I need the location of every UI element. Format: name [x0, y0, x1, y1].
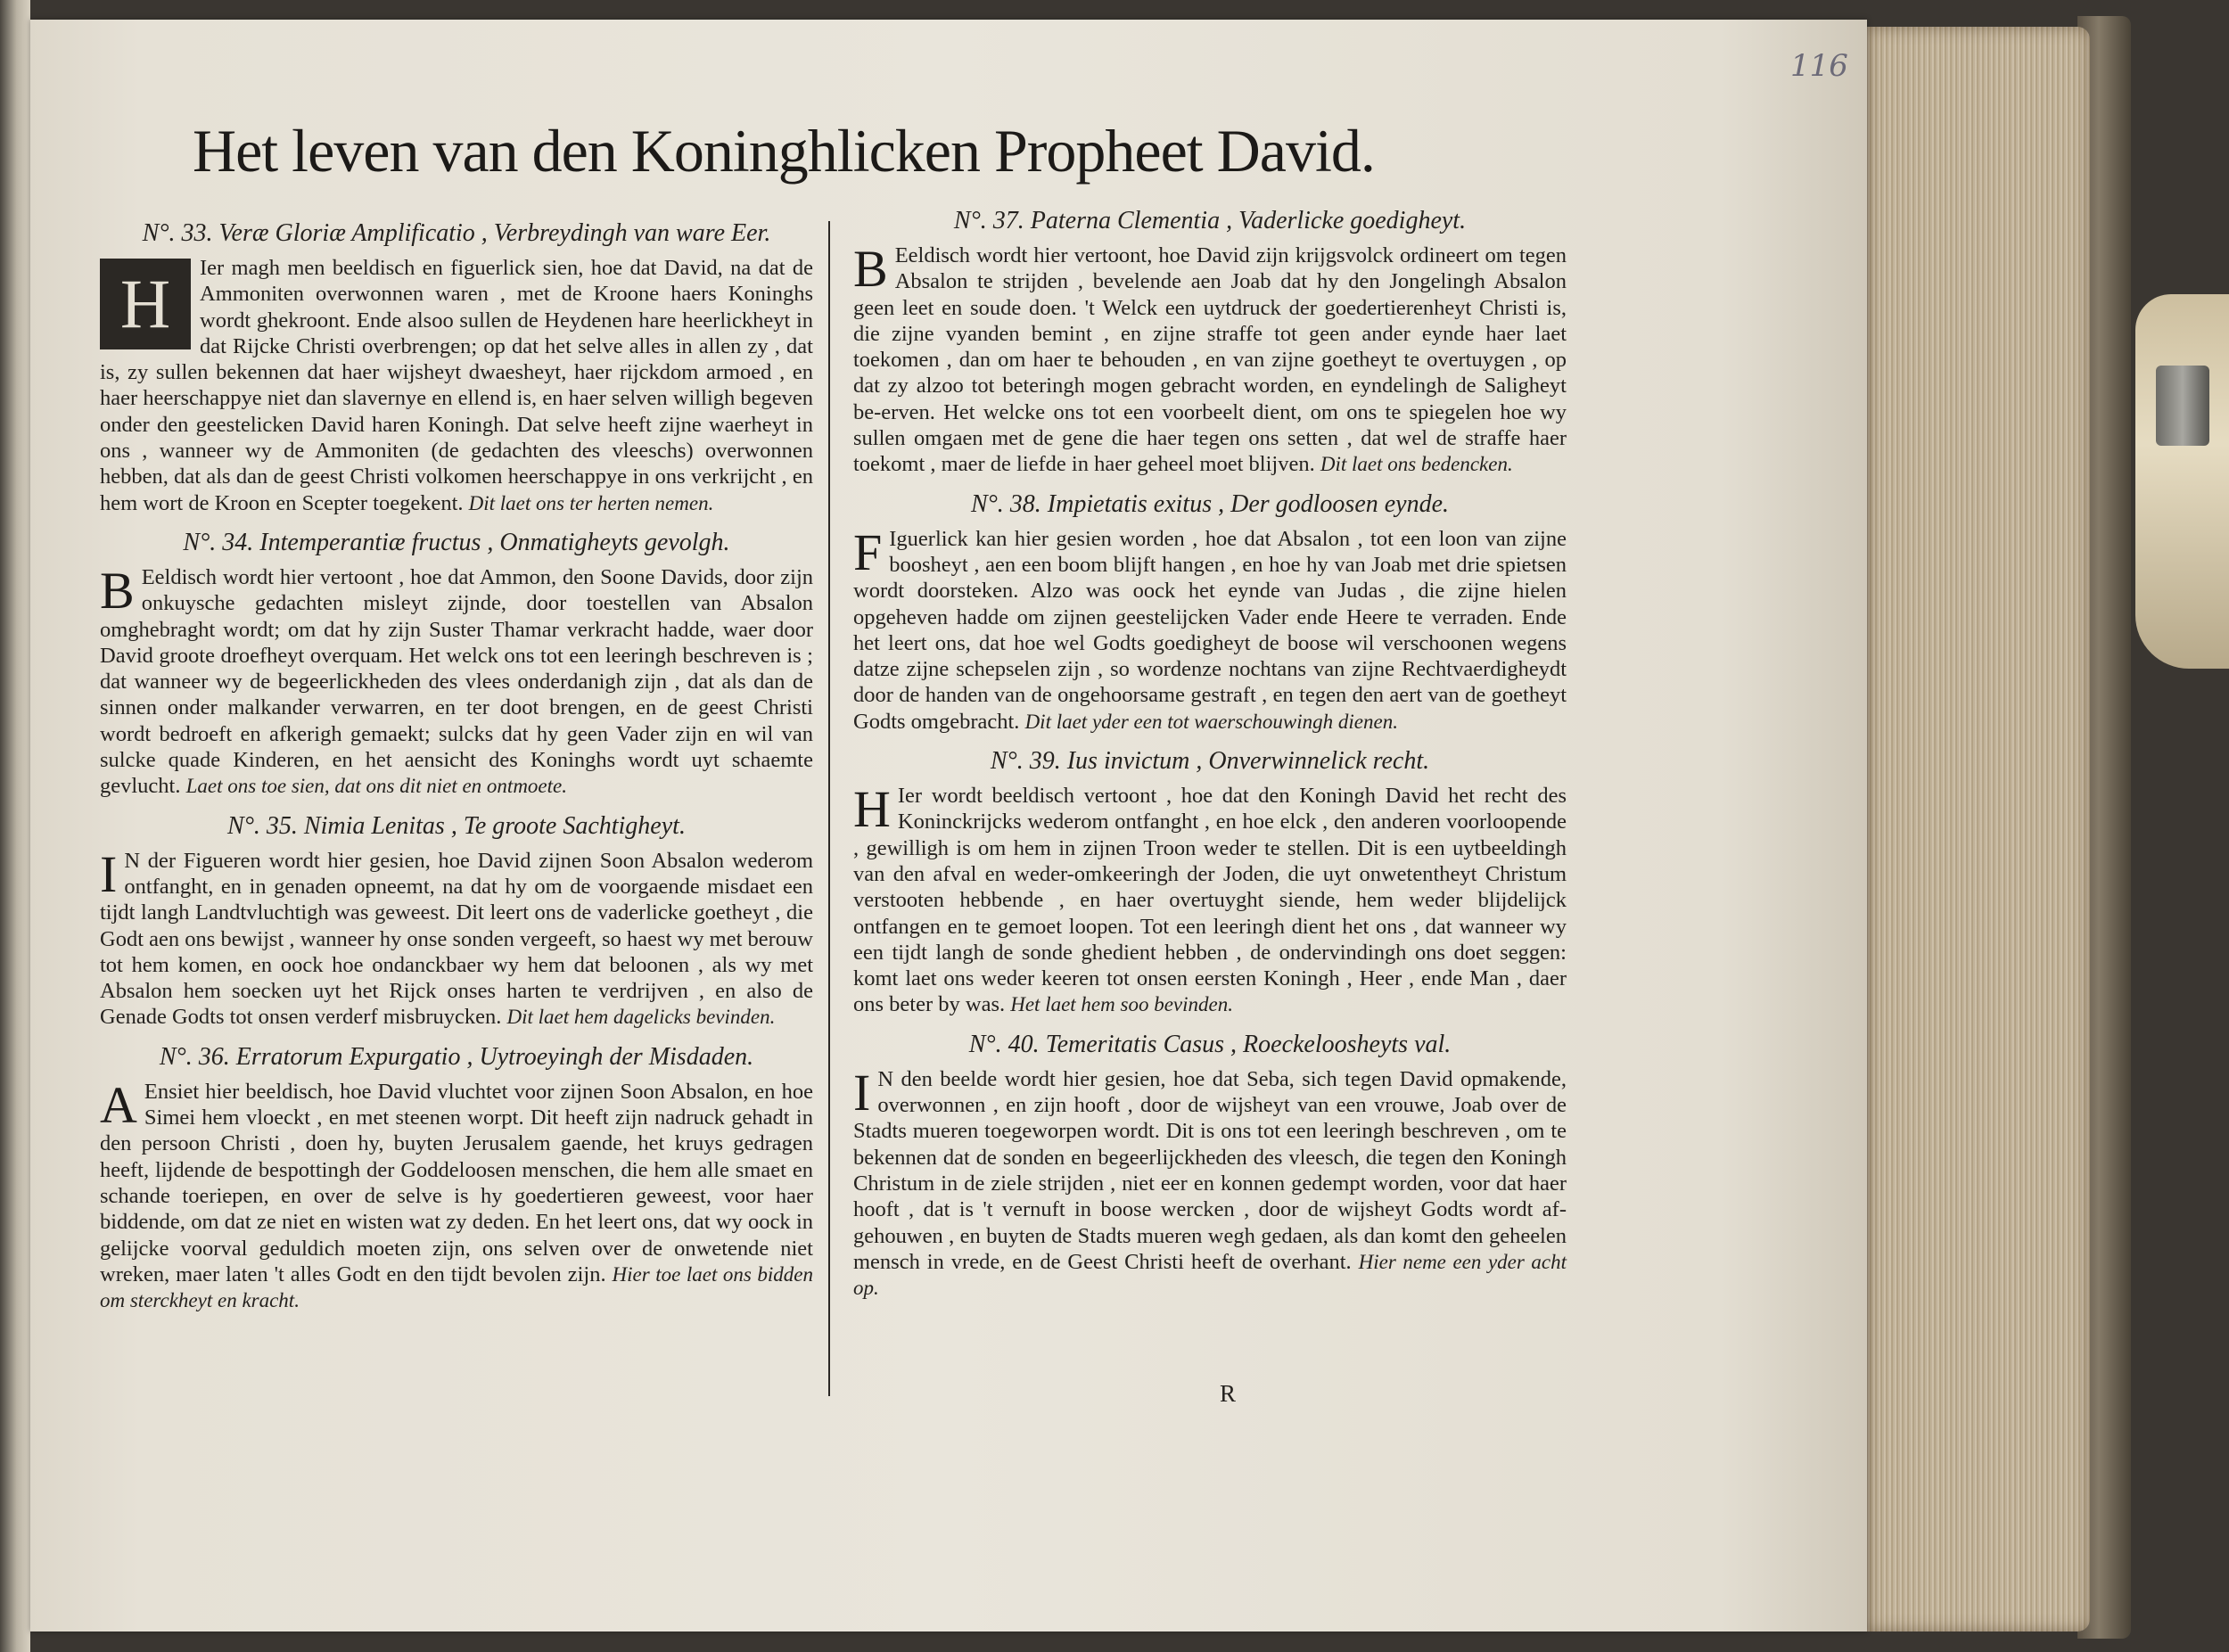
entry-body: N den beelde wordt hier gesien, hoe dat Seba, sich tegen David opmakende, overwonnen , en zijn hooft , door de wijsheyt van een vrouwe, Joab over de Stadts mueren toegeworpen wordt. Dit is ons tot een leeringh beschreven , om te bekennen dat de sonden en begeerlijckheden des vleesch, die tegen den Koningh Christum in de ziele strijden , niet eer en konnen gedempt worden, voor dat haer hooft , dat is 't vernuft in boose wercken , door de wijsheyt Godts wordt af-gehouwen , en buyten de Stadts mueren wegh gedaen, als dan komt den geheelen mensch in vrede, en de Geest Christi heeft de overhant.	[853, 1066, 1567, 1274]
entry-text	[853, 1063, 1567, 1302]
entry-closing: Dit laet ons bedencken.	[1320, 453, 1513, 476]
entry-heading: N°. 36. Erratorum Expurgatio , Uytroeyingh der Misdaden.	[159, 1042, 754, 1071]
column-divider	[828, 221, 830, 1396]
entry-body: Ensiet hier beeldisch, hoe David vluchtet voor zijnen Soon Absalon, en hoe Simei hem vloeckt , en met steenen worpt. Dit heeft zijn nadruck gehadt in den persoon Christi , doen hy, buyten Jerusalem gaende, het kruys gedragen heeft, lijdende de bespottingh der Goddeloosen menschen, die hem alle smaet en schande toeriepen, en over de selve is hy goedertieren geweest, voor haer biddende, om dat ze niet en wisten wat zy deden. En het leert ons, dat wy oock in gelijcke voorval geduldich moeten zijn, ons selven over de onwetende niet wreken, maer laten 't alles Godt en den tijdt bevolen zijn.	[100, 1079, 813, 1286]
entry-body: Eeldisch wordt hier vertoont , hoe dat Ammon, den Soone Davids, door zijn onkuysche gedachten misleyt zijnde, door toestellen van Absalon omghebraght wordt; om dat hy zijn Suster Thamar verkracht hadde, waer door David groote droefheyt overquam. Het welck ons tot een leeringh beschreven is ; dat wanneer wy de begeerlickheden des vlees onderdanigh zijn , dat als dan de sinnen onder malkander verwarren, en ter doot brengen, en de geest Christi wordt bedroeft en afkerigh gemaekt; sulcks dat hy geen Vader zijn en wil van sulcke quade Kinderen, en het aensicht des Koninghs wordt uyt schaemte gevlucht.	[100, 564, 813, 799]
entry-body: N der Figueren wordt hier gesien, hoe David zijnen Soon Absalon wederom ontfanght, en in genaden opneemt, na dat hy om de voorgaende misdaet een tijdt langh Landtvluchtigh was geweest. Dit leert ons de vaderlicke goetheyt , die Godt aen ons bewijst , wanneer hy onse sonden vergeeft, so haest wy met berouw tot hem komen, en oock hoe ondanckbaer wy hem dat beloonen , als wy met Absalon hem soecken uyt het Rijck onses harten te verdrijven , en also de Genade Godts tot onsen verderf misbruycken.	[100, 848, 813, 1030]
entry-heading: N°. 37. Paterna Clementia , Vaderlicke goedigheyt.	[953, 207, 1467, 234]
folio-number: 116	[1790, 48, 1848, 84]
entry-text	[853, 242, 1567, 478]
entry-35	[100, 812, 813, 1031]
drop-initial: B	[100, 561, 135, 620]
signature-mark: R	[1220, 1380, 1237, 1407]
page-title: Het leven van den Koninghlicken Propheet David.	[193, 117, 1375, 185]
drop-initial: B	[853, 240, 888, 298]
entry-body: Iguerlick kan hier gesien worden , hoe dat Absalon , tot een loon van zijne boosheyt , aen een boom blijft hangen , en hoe hy van Joab met drie spietsen wordt doorsteken. Alzo was oock het eynde van Judas , die zijne hielen opgeheven hadde om zijnen geestelijcken Vader ende Heere te verraden. Ende het leert ons, dat hoe wel Godts goedigheyt de boose wil verschoonen wegens datze zijne schepselen zijn , so wordenze nochtans van zijne Rechtvaerdigheydt door de handen van de ongehoorsame gestraft , en tegen den aert van de goetheyt Godts omgebracht.	[853, 526, 1567, 734]
entry-closing: Dit laet hem dagelicks bevinden.	[506, 1006, 776, 1029]
entry-heading: N°. 33. Veræ Gloriæ Amplificatio , Verbreydingh van ware Eer.	[142, 219, 771, 247]
entry-39	[853, 747, 1567, 1018]
entry-body: Ier wordt beeldisch vertoont , hoe dat den Koningh David het recht des Koninckrijcks wederom ontfanght , en hoe elck , den anderen voorloopende , gewilligh is om hem in zijnen Troon weder te stellen. Dit is een uytbeeldingh van den afval en weder-omkeeringh der Joden, die uyt onwetentheyt Christum verstooten hebbende , en haer overtuyght siende, hem weder blijdelijck ontfangen en te gemoet loopen. Tot een leeringh dient het ons , dat wanneer wy een tijdt langh de sonde ghedient hebben , de ondervindingh ons doet seggen: komt laet ons weder keeren tot onsen eersten Koningh , Heer , ende Man , daer ons beter by was.	[853, 784, 1567, 1017]
decorated-initial: H	[100, 259, 191, 349]
right-column	[853, 207, 1567, 1313]
entry-text	[100, 1075, 814, 1314]
drop-initial: I	[100, 844, 118, 903]
book-clasp	[2135, 294, 2229, 669]
entry-closing: Hier toe laet ons bidden om sterckheyt en kracht.	[100, 1262, 814, 1312]
left-page-edge	[0, 0, 30, 1652]
entry-closing: Laet ons toe sien, dat ons dit niet en ontmoete.	[185, 775, 567, 798]
entry-body: Eeldisch wordt hier vertoont, hoe David zijn krijgsvolck ordineert om tegen Absalon te strijden , bevelende aen Joab dat hy den Jongelingh Absalon geen leet en soude doen. 't Welck een uytdruck der goedertierenheyt Christi is, die zijne vyanden bemint , en zijne straffe tot geen ander eynde haer laet toekomen , dan om haer te behouden , en van zijne goetheyt te overtuygen , op dat zy alzoo tot beteringh mogen gebracht worden, en eyndelingh de Saligheyt be-erven. Het welcke ons tot een voorbeelt dient, om ons te spiegelen hoe wy sullen omgaen met de gene die haer tegen ons setten , dat wel de straffe haer toekomt , maer de liefde in haer geheel moet blijven.	[853, 243, 1567, 477]
entry-heading: N°. 39. Ius invictum , Onverwinnelick recht.	[990, 747, 1430, 776]
entry-heading: N°. 40. Temeritatis Casus , Roeckeloosheyts val.	[968, 1030, 1452, 1058]
entry-40	[853, 1031, 1567, 1302]
entry-38	[853, 490, 1567, 735]
entry-body: Ier magh men beeldisch en figuerlick sien, hoe dat David, na dat de Ammoniten overwonnen waren , met de Kroone haers Koninghs wordt ghekroont. Ende alsoo sullen de Heydenen hare heerlickheyt in dat Rijcke Christi overbrengen; op dat het selve alles in allen zy , dat is, zy sullen bekennen dat haer wijsheyt dwaesheyt, haer rijckdom armoed , en haer heerschappye niet dan slavernye en ellend is, en haer selven willigh begeven onder den geestelicken David haren Koningh. Dat selve heeft zijne waerheyt in ons , wanneer wy de Ammoniten (de gedachten des vleeschs) overwonnen hebben, dat als dan de geest Christi volkomen heerschappye in ons verkrijcht , en hem wort de Kroon en Scepter toegekent.	[100, 256, 813, 515]
entry-heading: N°. 34. Intemperantiæ fructus , Onmatigheyts gevolgh.	[183, 528, 730, 556]
entry-text	[100, 561, 813, 800]
entry-33	[100, 219, 813, 516]
drop-initial: F	[853, 522, 883, 581]
page-fore-edge	[1867, 27, 2090, 1631]
left-column	[100, 219, 813, 1326]
entry-closing: Dit laet ons ter herten nemen.	[468, 491, 714, 514]
entry-closing: Hier neme een yder acht op.	[853, 1250, 1567, 1300]
entry-text	[853, 780, 1567, 1018]
drop-initial: H	[853, 780, 891, 839]
clasp-pin	[2156, 366, 2209, 446]
drop-initial: A	[100, 1075, 137, 1134]
entry-closing: Dit laet yder een tot waerschouwingh dienen.	[1024, 710, 1398, 733]
entry-text	[853, 522, 1567, 735]
entry-heading: N°. 35. Nimia Lenitas , Te groote Sachtigheyt.	[227, 811, 686, 840]
entry-text	[100, 255, 813, 516]
entry-closing: Het laet hem soo bevinden.	[1010, 993, 1233, 1016]
drop-initial: I	[853, 1063, 871, 1122]
entry-36	[100, 1043, 813, 1314]
entry-34	[100, 529, 813, 800]
entry-37	[853, 207, 1567, 478]
entry-heading: N°. 38. Impietatis exitus , Der godloosen eynde.	[970, 489, 1450, 518]
entry-text	[100, 844, 813, 1031]
